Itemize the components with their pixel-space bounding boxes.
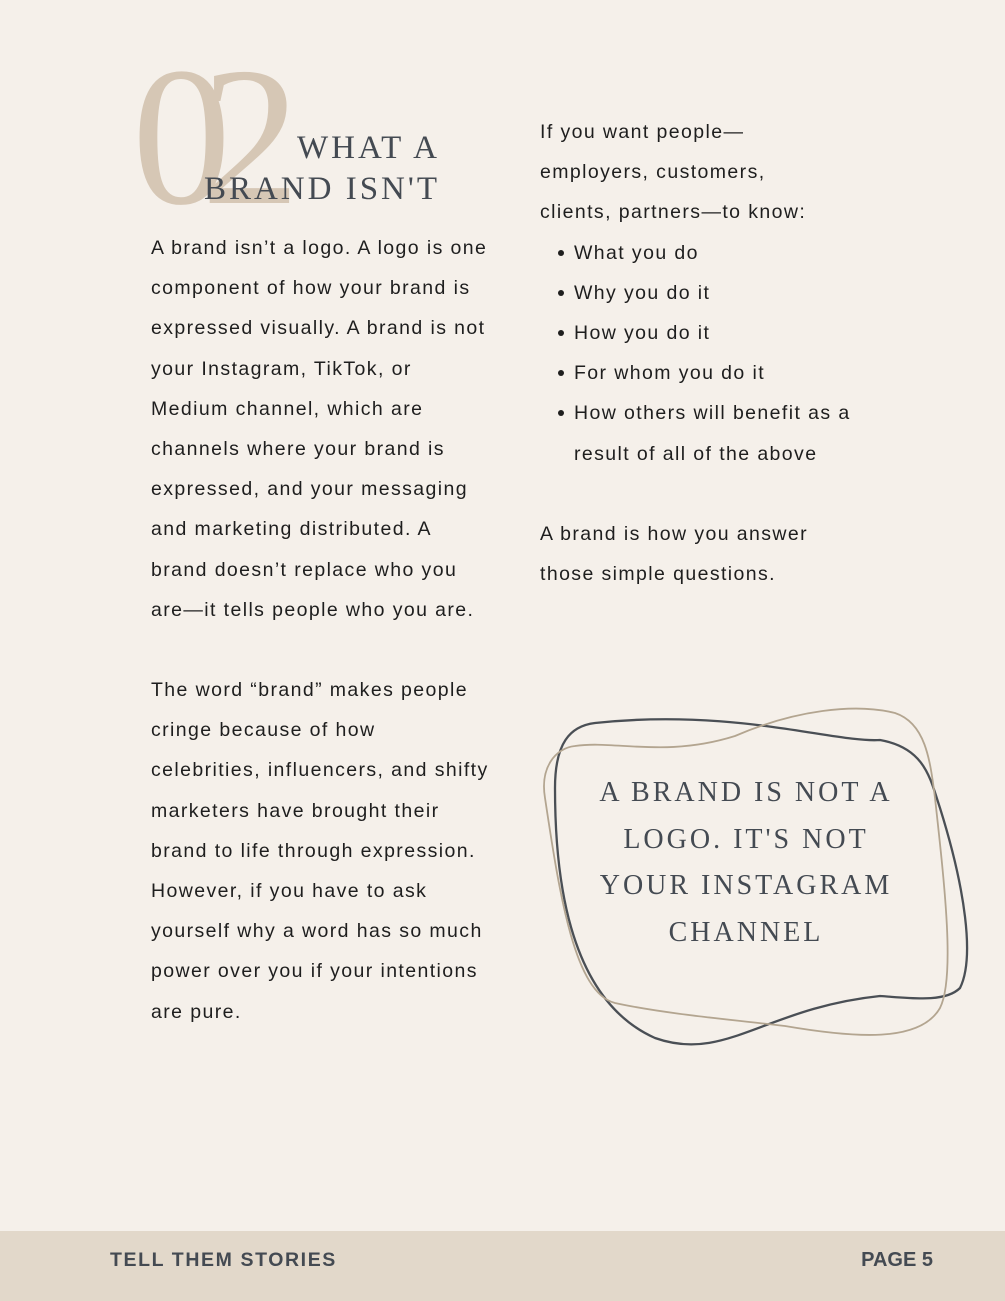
left-column bbox=[151, 228, 491, 1032]
pull-quote: A BRAND IS NOT A LOGO. IT'S NOT YOUR INSTAGRAM CHANNEL bbox=[599, 777, 893, 948]
footer-band bbox=[0, 1231, 1005, 1301]
section-title-line-1: WHAT A bbox=[297, 130, 440, 166]
left-paragraph-2: The word “brand” makes people cringe because of how celebrities, influencers, and shifty marketers have brought their brand to life through expression. However, if you have to ask yourself why a word has so much power over you if your intentions are pure. bbox=[151, 679, 489, 1023]
right-closing: A brand is how you answer those simple questions. bbox=[540, 522, 809, 586]
bullet-item-for-whom: For whom you do it bbox=[540, 353, 860, 393]
bullet-item-why: Why you do it bbox=[540, 273, 860, 313]
bullet-item-benefit: How others will benefit as a result of all of the above bbox=[540, 393, 860, 473]
section-title-line-2: BRAND ISN'T bbox=[203, 171, 440, 207]
page-number: PAGE 5 bbox=[861, 1249, 933, 1271]
right-intro: If you want people—employers, customers, clients, partners—to know: bbox=[540, 121, 807, 224]
right-column bbox=[540, 112, 900, 594]
bullet-item-how: How you do it bbox=[540, 313, 860, 353]
section-number: 02 bbox=[132, 27, 270, 246]
footer-title: TELL THEM STORIES bbox=[110, 1249, 337, 1271]
bullet-list bbox=[540, 233, 860, 474]
left-paragraph-1: A brand isn’t a logo. A logo is one component of how your brand is expressed visually. A brand is not your Instagram, TikTok, or Medium channel, which are channels where your brand is expressed, and your messaging and marketing distributed. A brand doesn’t replace who you are—it tells people who you are. bbox=[151, 237, 488, 621]
section-title bbox=[150, 128, 440, 210]
bullet-item-what: What you do bbox=[540, 233, 860, 273]
